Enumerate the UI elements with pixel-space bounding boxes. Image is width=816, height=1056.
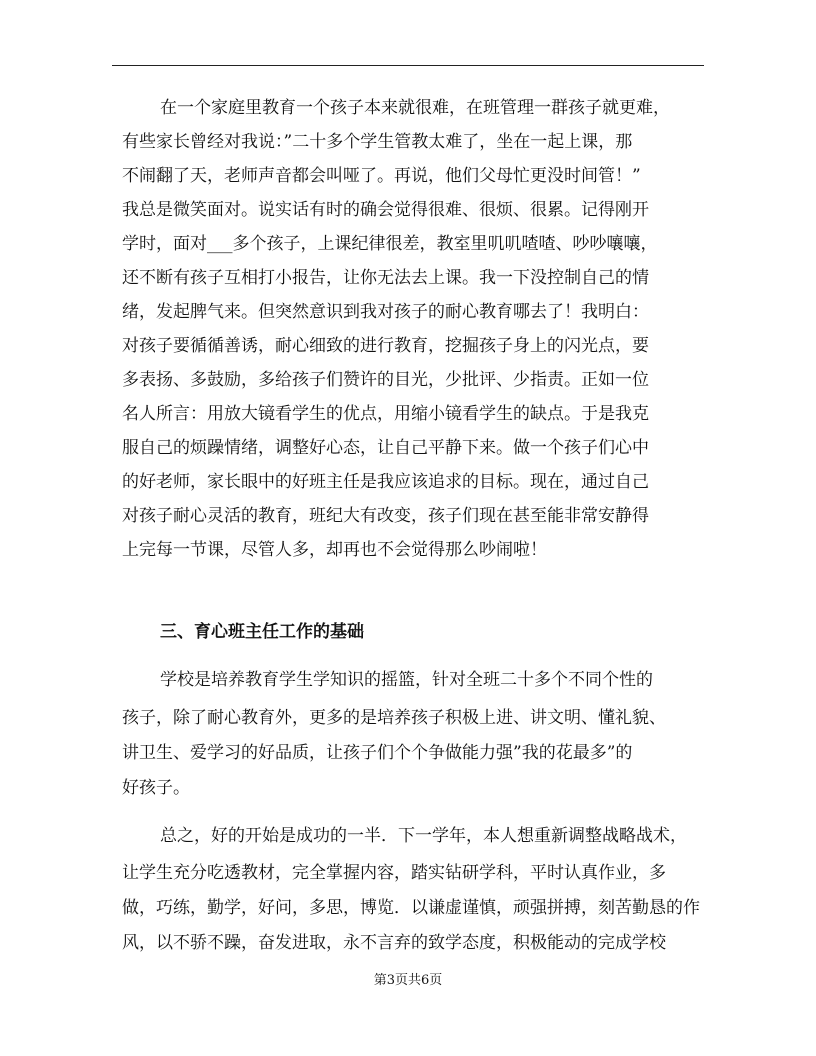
paragraph-line: 总之，好的开始是成功的一半．下一学年，本人想重新调整战略战术， [160,826,687,846]
section-heading: 三、育心班主任工作的基础 [160,622,364,642]
paragraph-line: 对孩子要循循善诱，耐心细致的进行教育，挖掘孩子身上的闪光点，要 [122,336,649,356]
paragraph-line: 学时，面对___多个孩子，上课纪律很差，教室里叽叽喳喳、吵吵嚷嚷， [122,234,658,254]
paragraph-line: 我总是微笑面对。说实话有时的确会觉得很难、很烦、很累。记得刚开 [122,200,649,220]
paragraph-line: 风，以不骄不躁，奋发进取，永不言弃的致学态度，积极能动的完成学校 [122,933,666,953]
page-number-footer: 第3页共6页 [373,973,443,988]
paragraph-line: 对孩子耐心灵活的教育，班纪大有改变，孩子们现在甚至能非常安静得 [122,506,649,526]
paragraph-line: 在一个家庭里教育一个孩子本来就很难，在班管理一群孩子就更难， [160,98,670,118]
paragraph-line: 不闹翻了天，老师声音都会叫哑了。再说，他们父母忙更没时间管！” [122,166,641,186]
paragraph-line: 有些家长曾经对我说：”二十多个学生管教太难了，坐在一起上课，那 [122,132,633,152]
paragraph-line: 讲卫生、爱学习的好品质，让孩子们个个争做能力强”我的花最多”的 [122,743,633,763]
paragraph-line: 的好老师，家长眼中的好班主任是我应该追求的目标。现在，通过自己 [122,472,649,492]
paragraph-line: 学校是培养教育学生学知识的摇篮，针对全班二十多个不同个性的 [160,670,653,690]
paragraph-line: 绪，发起脾气来。但突然意识到我对孩子的耐心教育哪去了！我明白： [122,302,649,322]
header-rule [112,65,704,66]
paragraph-line: 上完每一节课，尽管人多，却再也不会觉得那么吵闹啦！ [122,540,547,560]
paragraph-line: 名人所言：用放大镜看学生的优点，用缩小镜看学生的缺点。于是我克 [122,404,649,424]
paragraph-line: 多表扬、多鼓励，多给孩子们赞许的目光，少批评、少指责。正如一位 [122,370,649,390]
paragraph-line: 服自己的烦躁情绪，调整好心态，让自己平静下来。做一个孩子们心中 [122,438,649,458]
paragraph-line: 做，巧练，勤学，好问，多思，博览．以谦虚谨慎，顽强拼搏，刻苦勤恳的作 [122,898,700,918]
paragraph-line: 好孩子。 [122,778,190,798]
paragraph-line: 孩子，除了耐心教育外，更多的是培养孩子积极上进、讲文明、懂礼貌、 [122,708,666,728]
paragraph-line: 让学生充分吃透教材，完全掌握内容，踏实钻研学科，平时认真作业，多 [122,863,666,883]
paragraph-line: 还不断有孩子互相打小报告，让你无法去上课。我一下没控制自己的情 [122,268,649,288]
